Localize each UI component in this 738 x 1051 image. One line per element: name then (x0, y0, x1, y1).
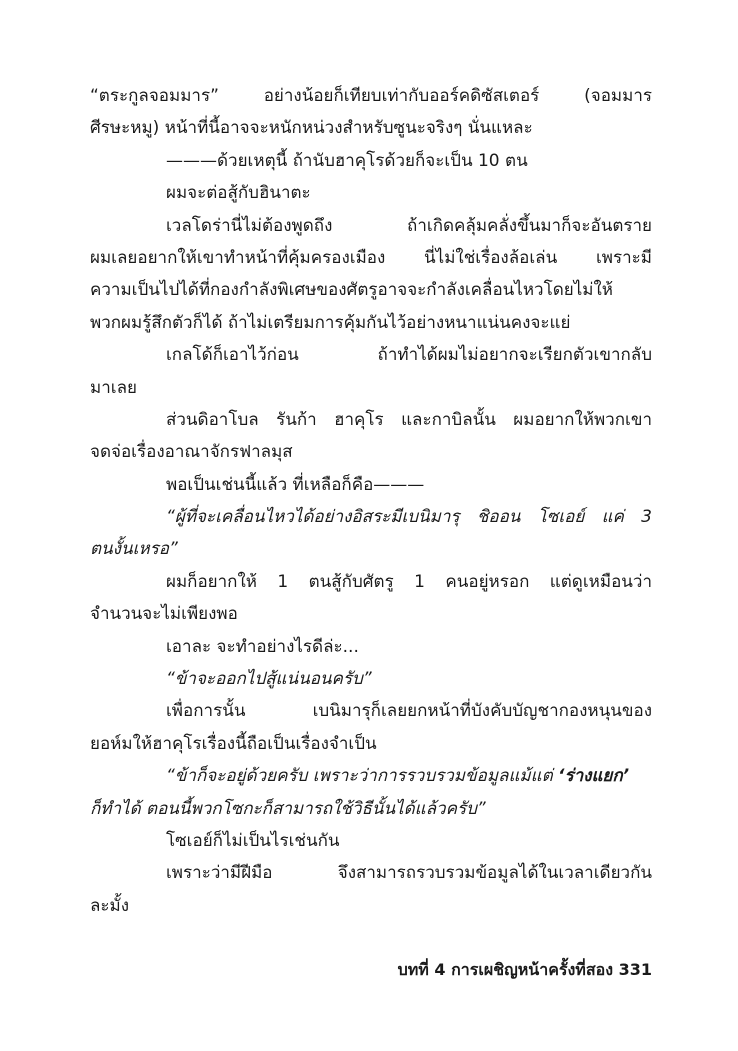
emphasized-term: ‘ร่างแยก’ (558, 766, 630, 787)
paragraph-line: ศีรษะหมู) หน้าที่นี้อาจจะหนักหน่วงสำหรับซูนะจริงๆ นั่นแหละ (90, 118, 533, 139)
dialogue-line: “ผู้ที่จะเคลื่อนไหวได้อย่างอิสระมีเบนิมารุ ชิออน โซเอย์ แค่ 3 (166, 507, 652, 528)
paragraph-line: ผมจะต่อสู้กับฮินาตะ (166, 183, 311, 204)
dialogue-line (90, 760, 652, 792)
paragraph-line: พอเป็นเช่นนี้แล้ว ที่เหลือก็คือ——— (166, 474, 425, 495)
paragraph-line: เกลโด้ก็เอาไว้ก่อน ถ้าทำได้ผมไม่อยากจะเรียกตัวเขากลับ (166, 345, 652, 366)
paragraph-line: ละมั้ง (90, 895, 130, 916)
paragraph-line: ผมก็อยากให้ 1 ตนสู้กับศัตรู 1 คนอยู่หรอก แต่ดูเหมือนว่า (166, 571, 652, 592)
paragraph-line: เวลโดร่านี่ไม่ต้องพูดถึง ถ้าเกิดคลุ้มคลั่งขึ้นมาก็จะอันตราย (166, 215, 652, 236)
dialogue-line: ตนงั้นเหรอ” (90, 539, 178, 560)
paragraph-line: เพราะว่ามีฝีมือ จึงสามารถรวบรวมข้อมูลได้ในเวลาเดียวกัน (166, 863, 652, 884)
paragraph-line: พวกผมรู้สึกตัวก็ได้ ถ้าไม่เตรียมการคุ้มกันไว้อย่างหนาแน่นคงจะแย่ (90, 312, 571, 333)
paragraph-line: เอาละ จะทำอย่างไรดีล่ะ... (166, 636, 359, 657)
paragraph-line: จดจ่อเรื่องอาณาจักรฟาลมุส (90, 442, 293, 463)
dialogue-text: “ข้าก็จะอยู่ด้วยครับ เพราะว่าการรวบรวมข้อมูลแม้แต่ (166, 766, 559, 787)
dialogue-line: ก็ทำได้ ตอนนี้พวกโซกะก็สามารถใช้วิธีนั้นได้แล้วครับ” (90, 798, 486, 819)
dialogue-line: “ข้าจะออกไปสู้แน่นอนครับ” (166, 669, 372, 690)
running-footer: บทที่ 4 การเผชิญหน้าครั้งที่สอง 331 (397, 960, 652, 979)
paragraph-line: ———ด้วยเหตุนี้ ถ้านับฮาคุโรด้วยก็จะเป็น 10 ตน (166, 150, 528, 171)
paragraph-line: จำนวนจะไม่เพียงพอ (90, 604, 238, 625)
body-text (90, 80, 652, 922)
paragraph-line: ความเป็นไปได้ที่กองกำลังพิเศษของศัตรูอาจจะกำลังเคลื่อนไหวโดยไม่ให้ (90, 280, 613, 301)
paragraph-line: เพื่อการนั้น เบนิมารุก็เลยยกหน้าที่บังคับบัญชากองหนุนของ (166, 701, 652, 722)
paragraph-line: “ตระกูลจอมมาร” อย่างน้อยก็เทียบเท่ากับออร์คดิซัสเตอร์ (จอมมาร (90, 86, 652, 106)
paragraph-line: ผมเลยอยากให้เขาทำหน้าที่คุ้มครองเมือง นี่ไม่ใช่เรื่องล้อเล่น เพราะมี (90, 247, 652, 268)
paragraph-line: ยอห์มให้ฮาคุโรเรื่องนี้ถือเป็นเรื่องจำเป็น (90, 733, 377, 754)
paragraph-line: ส่วนดิอาโบล รันก้า ฮาคุโร และกาบิลนั้น ผมอยากให้พวกเขา (166, 409, 652, 430)
paragraph-line: โซเอย์ก็ไม่เป็นไรเช่นกัน (166, 830, 340, 851)
paragraph-line: มาเลย (90, 377, 137, 398)
